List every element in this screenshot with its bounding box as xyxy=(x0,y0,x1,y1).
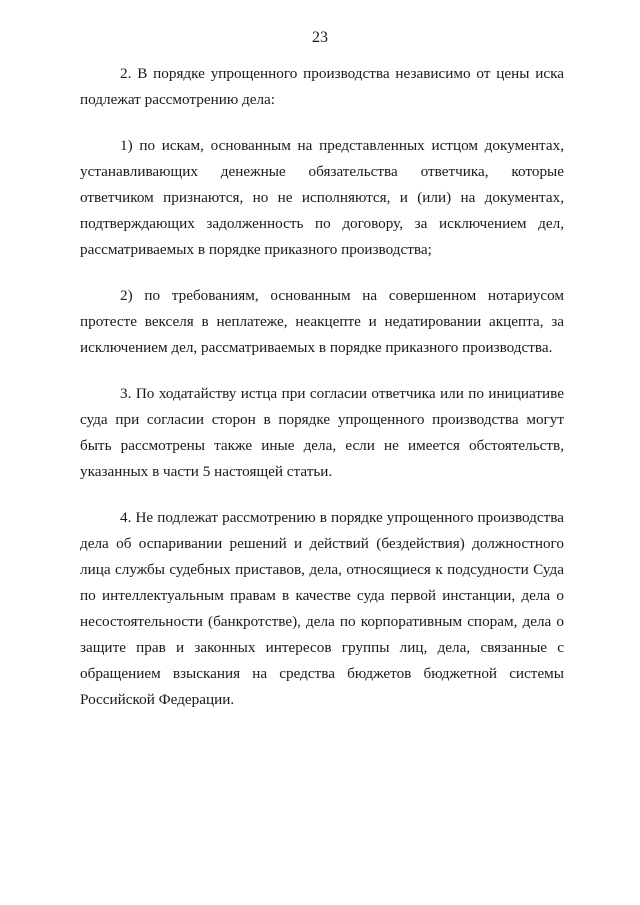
document-body xyxy=(80,61,564,713)
paragraph-4: 4. Не подлежат рассмотрению в порядке упрощенного производства дела об оспаривании решений и действий (бездействия) должностного лица службы судебных приставов, дела, относящиеся к подсудности Суда по интеллектуальным правам в качестве суда первой инстанции, дела о несостоятельности (банкротстве), дела по корпоративным спорам, дела о защите прав и законных интересов группы лиц, дела, связанные с обращением взыскания на средства бюджетов бюджетной системы Российской Федерации. xyxy=(80,509,564,708)
paragraph-3: 3. По ходатайству истца при согласии ответчика или по инициативе суда при согласии сторон в порядке упрощенного производства могут быть рассмотрены также иные дела, если не имеется обстоятельств, указанных в части 5 настоящей статьи. xyxy=(80,385,564,480)
paragraph-2-item-2: 2) по требованиям, основанным на совершенном нотариусом протесте векселя в неплатеже, неакцепте и недатировании акцепта, за исключением дел, рассматриваемых в порядке приказного производства. xyxy=(80,287,564,356)
paragraph-2-item-1: 1) по искам, основанным на представленных истцом документах, устанавливающих денежные обязательства ответчика, которые ответчиком признаются, но не исполняются, и (или) на документах, подтверждающих задолженность по договору, за исключением дел, рассматриваемых в порядке приказного производства; xyxy=(80,137,564,258)
page-number: 23 xyxy=(312,29,328,46)
paragraph-2: 2. В порядке упрощенного производства независимо от цены иска подлежат рассмотрению дела: xyxy=(80,65,564,108)
